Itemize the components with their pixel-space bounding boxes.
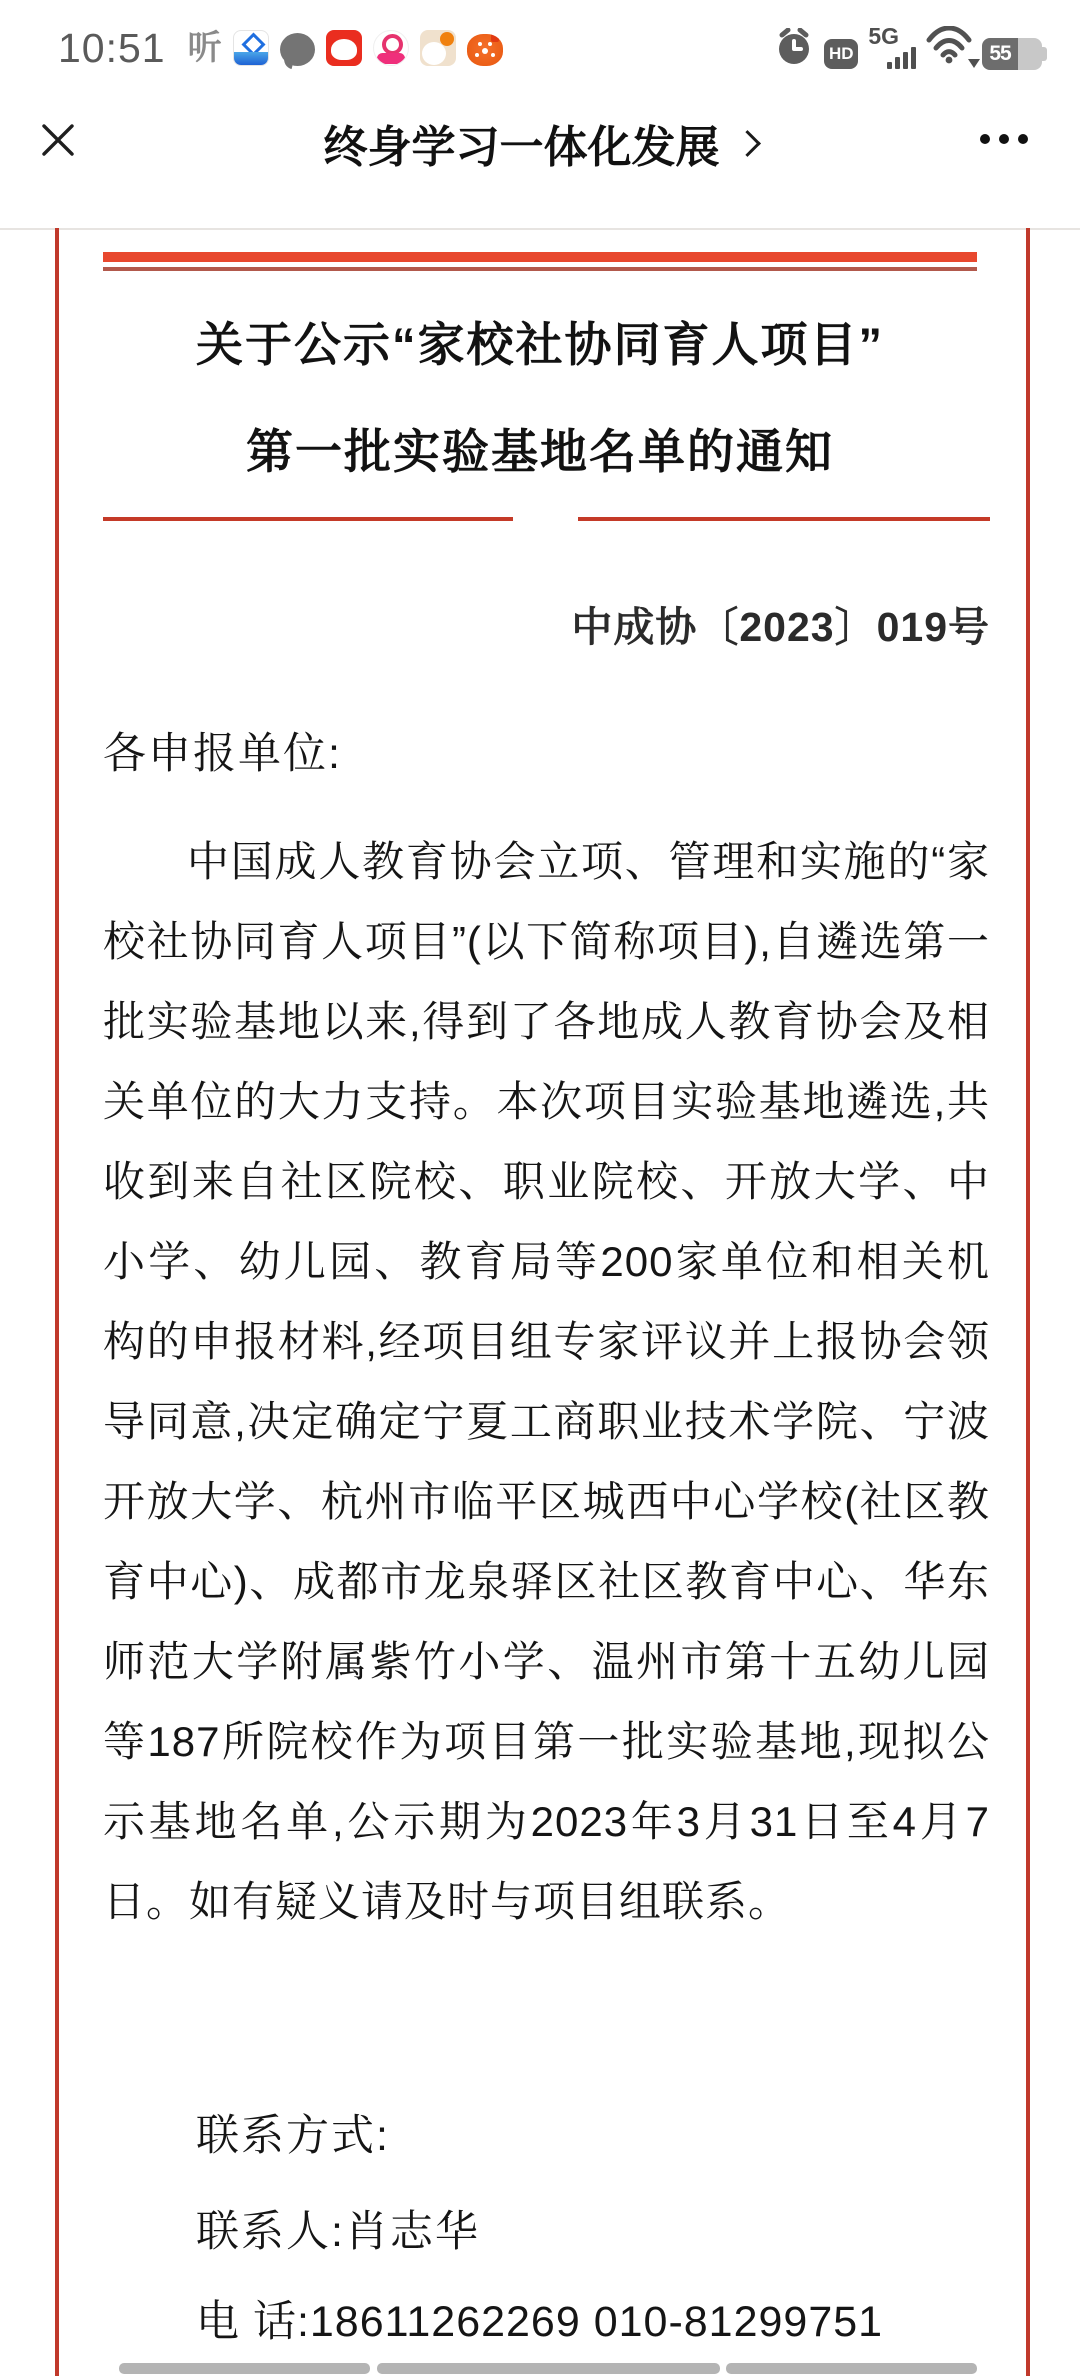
cellular-signal-icon: [868, 22, 916, 69]
salutation: 各申报单位:: [103, 730, 342, 778]
title-underline-left: [103, 517, 513, 521]
jd-app-icon: [326, 30, 362, 66]
content-divider: [0, 228, 1080, 230]
listening-mode-icon: 听: [187, 29, 222, 67]
chat-bubble-icon: [280, 33, 315, 66]
document-left-border: [55, 228, 59, 2376]
battery-percent: 55: [989, 41, 1011, 65]
more-menu-icon[interactable]: [980, 134, 1028, 144]
table-edge-segment: [119, 2363, 370, 2374]
account-title-label: 终身学习一体化发展: [323, 122, 720, 172]
contact-person: 联系人:肖志华: [196, 2208, 480, 2256]
letterhead-thick-rule: [103, 252, 977, 262]
document-title-line2: 第一批实验基地名单的通知: [246, 425, 834, 478]
chevron-right-icon: [734, 130, 761, 157]
alarm-icon: [774, 28, 814, 71]
notification-icons: [188, 30, 503, 66]
dog-finance-app-icon: [420, 30, 456, 66]
battery-icon: [982, 38, 1042, 70]
orange-app-icon: [467, 34, 503, 66]
table-edge-segment: [377, 2363, 720, 2374]
document-body: 中国成人教育协会立项、管理和实施的“家校社协同育人项目”(以下简称项目),自遴选第一批实验基地以来,得到了各地成人教育协会及相关单位的大力支持。本次项目实验基地遴选,共收到来自社区院校、职业院校、开放大学、中小学、幼儿园、教育局等200家单位和相关机构的申报材料,经项目组专家评议并上报协会领导同意,决定确定宁夏工商职业技术学院、宁波开放大学、杭州市临平区城西中心学校(社区教育中心)、成都市龙泉驿区社区教育中心、华东师范大学附属紫竹小学、温州市第十五幼儿园等187所院校作为项目第一批实验基地,现拟公示基地名单,公示期为2023年3月31日至4月7日。如有疑义请及时与项目组联系。: [103, 838, 990, 1925]
network-type-label: 5G: [868, 22, 899, 49]
contact-header: 联系方式:: [196, 2112, 390, 2160]
account-title[interactable]: [0, 90, 1080, 195]
document-title-line1: 关于公示“家校社协同育人项目”: [196, 318, 884, 371]
table-edge-segment: [726, 2363, 977, 2374]
wifi-icon: [926, 26, 972, 69]
document-right-border: [1026, 228, 1030, 2376]
title-underline-right: [578, 517, 990, 521]
status-bar: [0, 0, 1080, 90]
hd-voice-icon: HD: [824, 39, 858, 69]
document-number: 中成协〔2023〕019号: [571, 604, 990, 650]
status-indicators: [774, 22, 1042, 71]
contact-phone: 电 话:18611262269 010-81299751: [196, 2298, 884, 2346]
navigation-bar: [0, 90, 1080, 195]
bank-app-icon: [233, 30, 269, 66]
pink-ring-app-icon: [373, 30, 409, 66]
clock-time: 10:51: [58, 24, 166, 71]
letterhead-thin-rule: [103, 267, 977, 271]
